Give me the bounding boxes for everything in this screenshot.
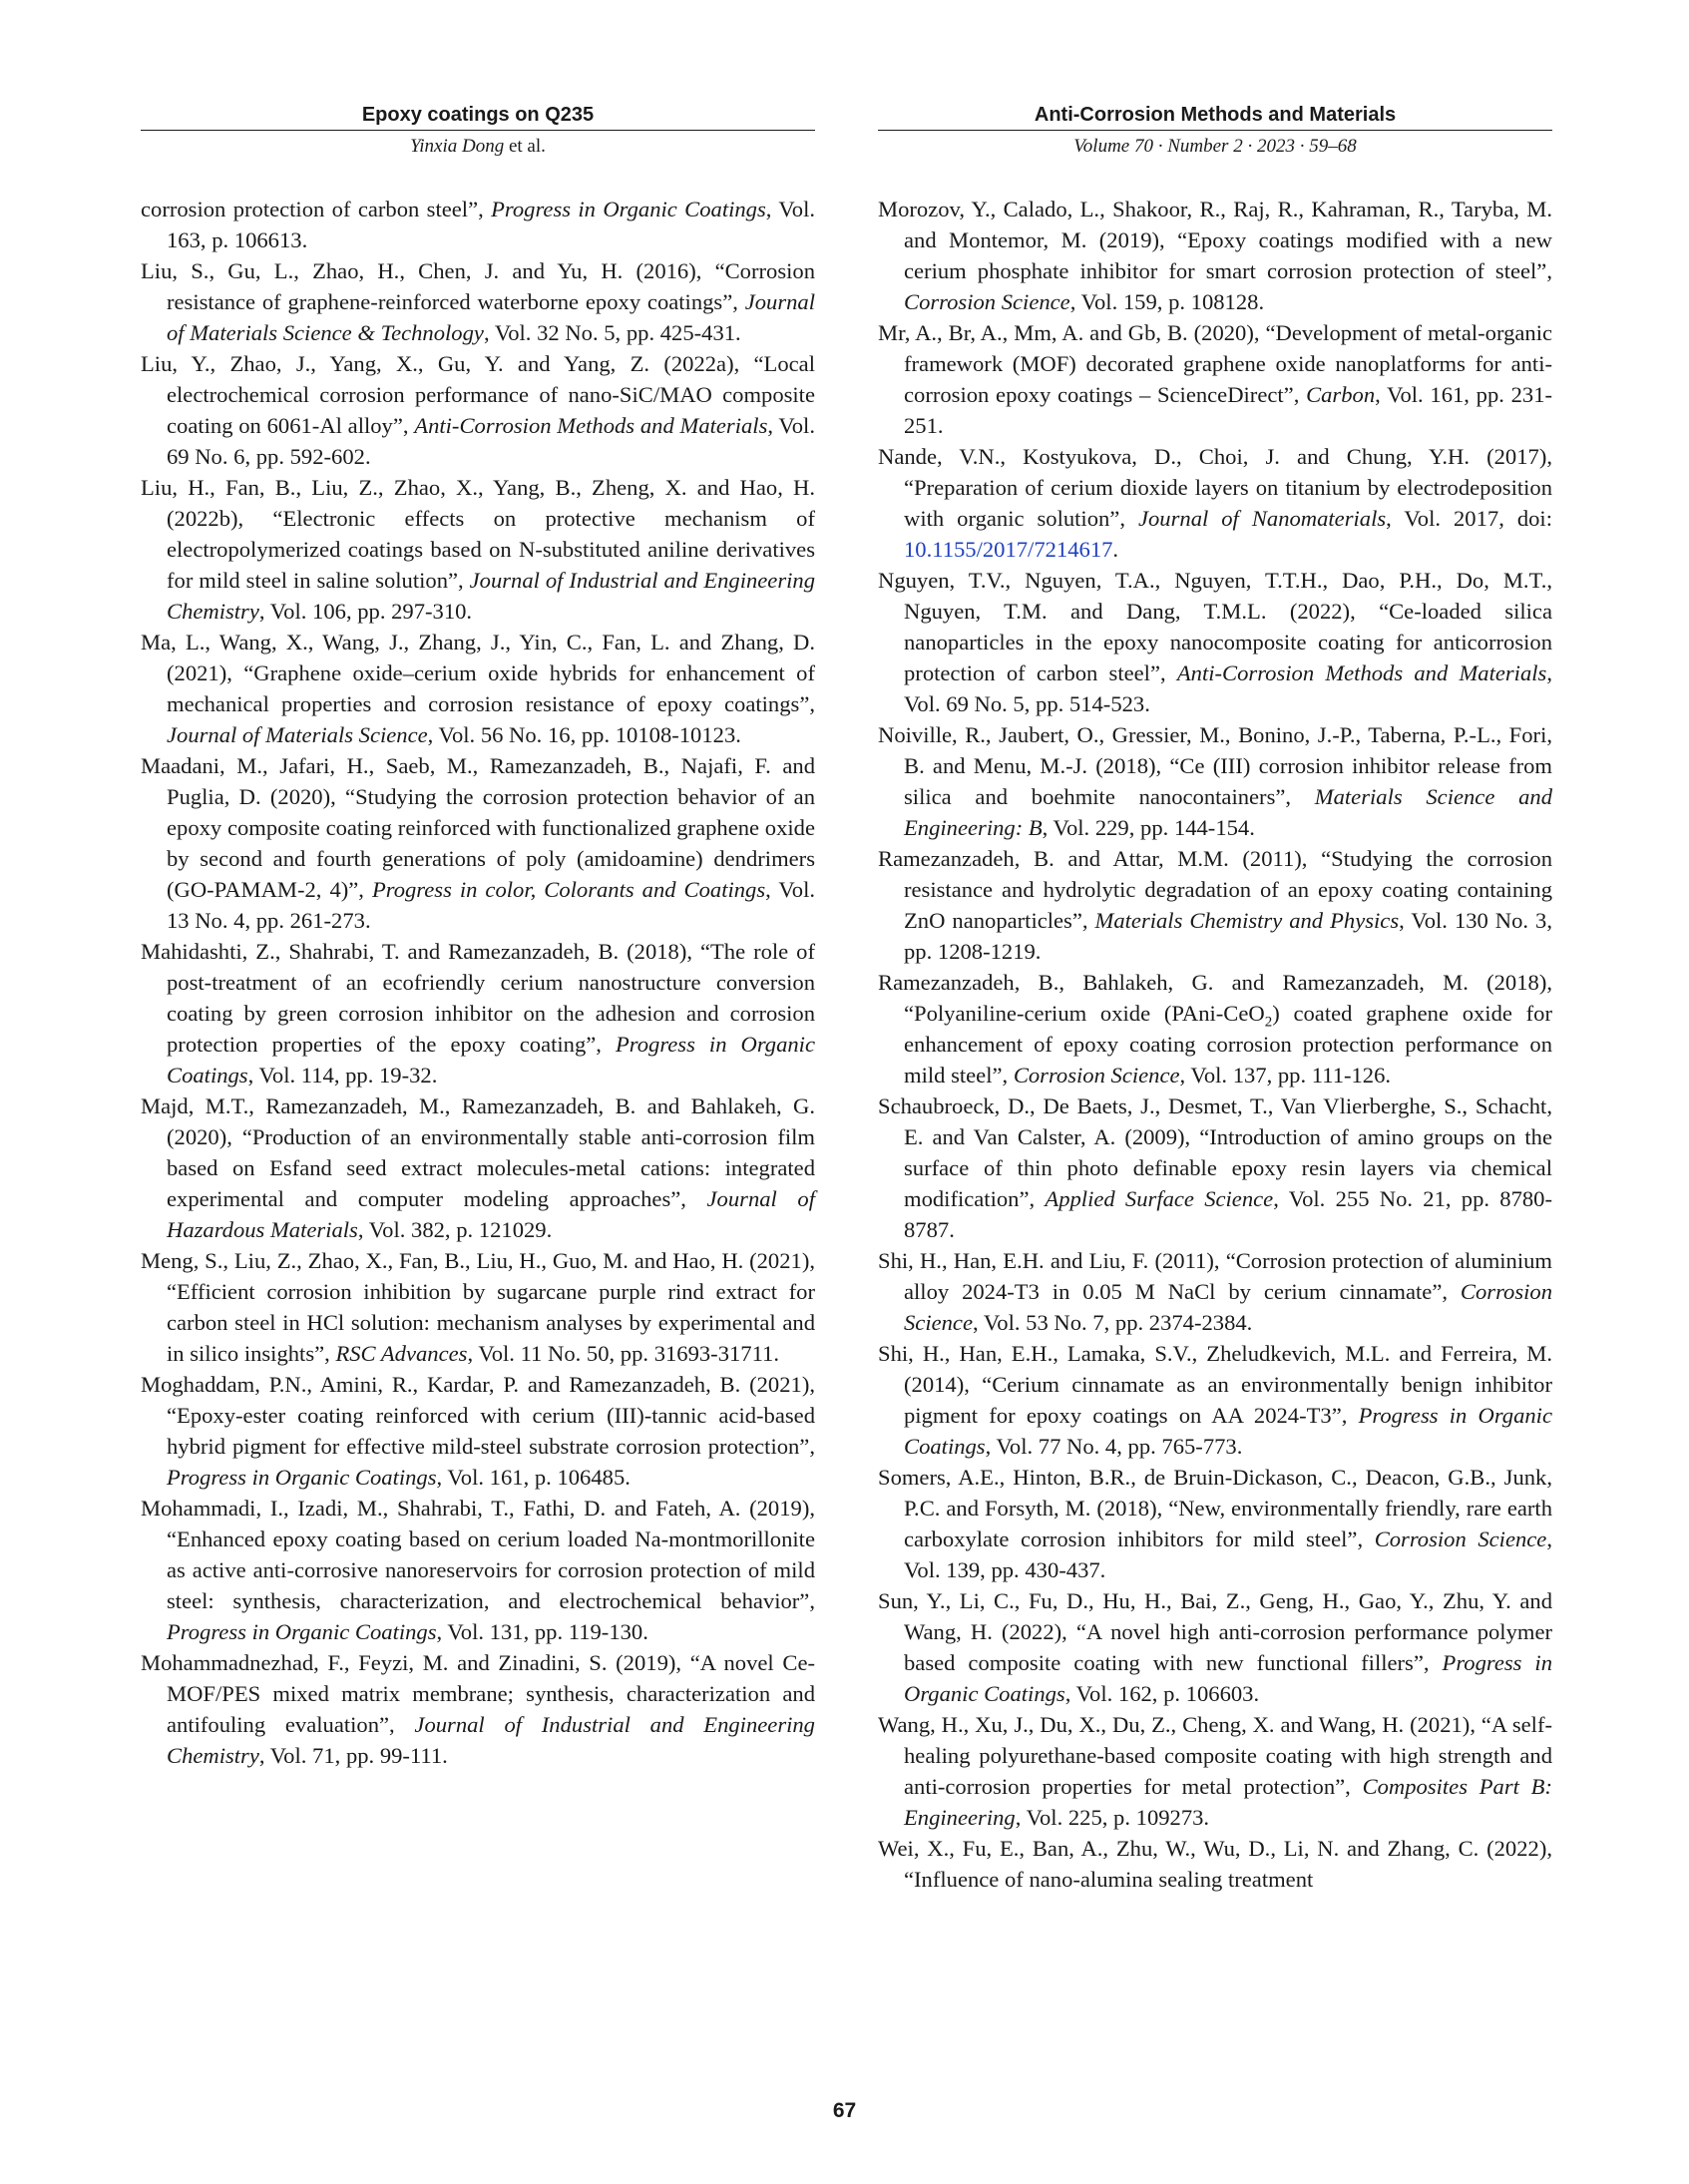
reference-text: Schaubroeck, D., De Baets, J., Desmet, T., Van Vlierberghe, S., Schacht, E. and Van Calster, A. (2009), “Introduction of amino groups on the surface of thin photo definable epoxy resin layers via chemical modification”, — [878, 1093, 1552, 1211]
publication-title: Journal of Industrial and Engineering Chemistry — [167, 568, 816, 624]
publication-title: Progress in Organic Coatings — [904, 1650, 1553, 1706]
reference-details: , Vol. 131, pp. 119-130. — [436, 1619, 648, 1644]
author-suffix: et al. — [504, 136, 546, 157]
reference-entry — [878, 1709, 1552, 1833]
header-rule-left — [141, 130, 815, 131]
reference-text: Nguyen, T.V., Nguyen, T.A., Nguyen, T.T.H., Dao, P.H., Do, M.T., Nguyen, T.M. and Dang, T.M.L. (2022), “Ce-loaded silica nanoparticles in the epoxy nanocomposite coating for anticorrosion protection of carbon steel”, — [878, 568, 1552, 685]
publication-title: Applied Surface Science — [1045, 1186, 1274, 1211]
publication-title: Corrosion Science — [904, 1279, 1552, 1335]
reference-text: Shi, H., Han, E.H., Lamaka, S.V., Zheludkevich, M.L. and Ferreira, M. (2014), “Cerium cinnamate as an environmentally benign inhibitor pigment for epoxy coatings on AA 2024-T3”, — [878, 1341, 1552, 1428]
reference-entry — [878, 1338, 1552, 1462]
reference-entry — [141, 1647, 815, 1771]
reference-details: , Vol. 114, pp. 19-32. — [247, 1063, 438, 1088]
publication-title: Carbon — [1306, 382, 1376, 407]
publication-title: Journal of Materials Science — [167, 722, 428, 747]
publication-title: Journal of Nanomaterials — [1137, 506, 1387, 531]
running-header-right — [878, 102, 1552, 159]
reference-entry — [141, 750, 815, 936]
references-right-column — [878, 194, 1552, 1895]
reference-text: Noiville, R., Jaubert, O., Gressier, M., Bonino, J.-P., Taberna, P.-L., Fori, B. and Menu, M.-J. (2018), “Ce (III) corrosion inhibitor release from silica and boehmite nanocontainers”, — [878, 722, 1552, 809]
reference-text: Nande, V.N., Kostyukova, D., Choi, J. and Chung, Y.H. (2017), “Preparation of cerium dioxide layers on titanium by electrodeposition with organic solution”, — [878, 444, 1552, 531]
reference-details: . — [1112, 537, 1119, 562]
reference-text: Wang, H., Xu, J., Du, X., Du, Z., Cheng, X. and Wang, H. (2021), “A self-healing polyurethane-based composite coating with high strength and anti-corrosion properties for metal protection”, — [878, 1712, 1552, 1799]
publication-title: Progress in color, Colorants and Coatings — [371, 877, 766, 902]
reference-text: Liu, H., Fan, B., Liu, Z., Zhao, X., Yang, B., Zheng, X. and Hao, H. (2022b), “Electronic effects on protective mechanism of electropolymerized coatings based on N-substituted aniline derivatives for mild steel in saline solution”, — [141, 475, 815, 593]
reference-entry — [878, 565, 1552, 719]
reference-details: , Vol. 32 No. 5, pp. 425-431. — [483, 320, 741, 345]
reference-details: , Vol. 161, pp. 231-251. — [904, 382, 1553, 438]
reference-entry — [878, 1462, 1552, 1585]
publication-title: Progress in Organic Coatings — [904, 1403, 1552, 1459]
reference-entry — [878, 719, 1552, 843]
reference-details: , Vol. 11 No. 50, pp. 31693-31711. — [467, 1341, 779, 1366]
reference-details: , Vol. 56 No. 16, pp. 10108-10123. — [427, 722, 741, 747]
publication-title: Journal of Hazardous Materials — [167, 1186, 815, 1242]
reference-details: , Vol. 159, p. 108128. — [1069, 289, 1265, 314]
reference-details: , Vol. 69 No. 6, pp. 592-602. — [167, 413, 815, 469]
reference-details: , Vol. 53 No. 7, pp. 2374-2384. — [972, 1310, 1253, 1335]
reference-entry — [878, 1585, 1552, 1709]
page-number: 67 — [832, 2099, 857, 2122]
reference-entry — [141, 1369, 815, 1493]
reference-details: , Vol. 69 No. 5, pp. 514-523. — [904, 660, 1552, 716]
reference-entry — [141, 936, 815, 1091]
publication-title: Corrosion Science — [1013, 1063, 1180, 1088]
reference-entry — [141, 194, 815, 255]
reference-text: Majd, M.T., Ramezanzadeh, M., Ramezanzadeh, B. and Bahlakeh, G. (2020), “Production of an environmentally stable anti-corrosion film based on Esfand seed extract molecules-metal cations: integrated experimental and computer modeling approaches”, — [141, 1093, 815, 1211]
journal-title: Anti-Corrosion Methods and Materials — [1034, 104, 1397, 126]
references-left-column — [141, 194, 815, 1771]
reference-details: , Vol. 163, p. 106613. — [167, 197, 816, 252]
reference-details: , Vol. 106, pp. 297-310. — [258, 599, 473, 624]
reference-text: Sun, Y., Li, C., Fu, D., Hu, H., Bai, Z., Geng, H., Gao, Y., Zhu, Y. and Wang, H. (2022), “A novel high anti-corrosion performance polymer based composite coating with new functional fillers”, — [878, 1588, 1552, 1675]
reference-text: ) coated graphene oxide for enhancement of epoxy coating corrosion protection performance on mild steel”, — [904, 1001, 1552, 1088]
reference-details: , Vol. 13 No. 4, pp. 261-273. — [167, 877, 816, 933]
volume-info: Volume 70 · Number 2 · 2023 · 59–68 — [1073, 136, 1357, 157]
running-header-left — [141, 102, 815, 159]
reference-text: Liu, S., Gu, L., Zhao, H., Chen, J. and Yu, H. (2016), “Corrosion resistance of graphene-reinforced waterborne epoxy coatings”, — [141, 258, 815, 314]
publication-title: Anti-Corrosion Methods and Materials — [414, 413, 768, 438]
reference-entry — [141, 1245, 815, 1369]
reference-entry — [878, 317, 1552, 441]
reference-text: Liu, Y., Zhao, J., Yang, X., Gu, Y. and Yang, Z. (2022a), “Local electrochemical corrosion performance of nano-SiC/MAO composite coating on 6061-Al alloy”, — [141, 351, 815, 438]
reference-text: Ramezanzadeh, B., Bahlakeh, G. and Ramezanzadeh, M. (2018), “Polyaniline-cerium oxide (PAni-CeO — [878, 970, 1552, 1026]
subscript: 2 — [1264, 1014, 1273, 1031]
publication-title: Progress in Organic Coatings — [491, 197, 766, 221]
reference-text: Meng, S., Liu, Z., Zhao, X., Fan, B., Liu, H., Guo, M. and Hao, H. (2021), “Efficient corrosion inhibition by sugarcane purple rind extract for carbon steel in HCl solution: mechanism analyses by experimental and in silico insights”, — [141, 1248, 815, 1366]
reference-text: corrosion protection of carbon steel”, — [141, 197, 492, 221]
reference-details: , Vol. 77 No. 4, pp. 765-773. — [985, 1434, 1243, 1459]
reference-text: Somers, A.E., Hinton, B.R., de Bruin-Dickason, C., Deacon, G.B., Junk, P.C. and Forsyth, M. (2018), “New, environmentally friendly, rare earth carboxylate corrosion inhibitors for mild steel”, — [878, 1465, 1552, 1551]
doi-link[interactable]: 10.1155/2017/7214617 — [904, 537, 1113, 562]
publication-title: Progress in Organic Coatings — [167, 1619, 437, 1644]
reference-text: Mahidashti, Z., Shahrabi, T. and Ramezanzadeh, B. (2018), “The role of post-treatment of an ecofriendly cerium nanostructure conversion coating by green corrosion inhibitor on the adhesion and corrosion protection properties of the epoxy coating”, — [141, 939, 815, 1057]
reference-entry — [141, 1493, 815, 1647]
reference-text: Shi, H., Han, E.H. and Liu, F. (2011), “Corrosion protection of aluminium alloy 2024-T3 in 0.05 M NaCl by cerium cinnamate”, — [878, 1248, 1552, 1304]
reference-details: , Vol. 382, p. 121029. — [357, 1217, 553, 1242]
reference-text: Ramezanzadeh, B. and Attar, M.M. (2011), “Studying the corrosion resistance and hydrolytic degradation of an epoxy coating containing ZnO nanoparticles”, — [878, 846, 1552, 933]
reference-text: Mr, A., Br, A., Mm, A. and Gb, B. (2020), “Development of metal-organic framework (MOF) decorated graphene oxide nanoplatforms for anti-corrosion epoxy coatings – ScienceDirect”, — [878, 320, 1552, 407]
publication-title: Composites Part B: Engineering — [904, 1774, 1552, 1830]
reference-details: , Vol. 162, p. 106603. — [1064, 1681, 1260, 1706]
author-name: Yinxia Dong — [410, 136, 505, 157]
publication-title: Journal of Industrial and Engineering Chemistry — [167, 1712, 815, 1768]
reference-text: Mohammadi, I., Izadi, M., Shahrabi, T., Fathi, D. and Fateh, A. (2019), “Enhanced epoxy coating based on cerium loaded Na-montmorillonite as active anti-corrosive nanoreservoirs for corrosion protection of mild steel: synthesis, characterization, and electrochemical behavior”, — [141, 1496, 815, 1613]
reference-details: , Vol. 139, pp. 430-437. — [904, 1527, 1552, 1582]
reference-entry — [878, 441, 1552, 565]
reference-details: , Vol. 137, pp. 111-126. — [1179, 1063, 1392, 1088]
reference-details: , Vol. 225, p. 109273. — [1015, 1805, 1210, 1830]
reference-text: Moghaddam, P.N., Amini, R., Kardar, P. and Ramezanzadeh, B. (2021), “Epoxy-ester coating reinforced with cerium (III)-tannic acid-based hybrid pigment for effective mild-steel substrate corrosion protection”, — [141, 1372, 815, 1459]
article-short-title: Epoxy coatings on Q235 — [361, 104, 595, 126]
publication-title: Corrosion Science — [1374, 1527, 1547, 1551]
reference-details: , Vol. 255 No. 21, pp. 8780-8787. — [904, 1186, 1552, 1242]
reference-entry — [878, 1833, 1552, 1895]
reference-entry — [878, 1245, 1552, 1338]
reference-details: , Vol. 2017, doi: — [1386, 506, 1552, 531]
reference-entry — [878, 967, 1552, 1091]
reference-entry — [141, 627, 815, 750]
reference-entry — [141, 348, 815, 472]
reference-entry — [878, 194, 1552, 317]
reference-text: Maadani, M., Jafari, H., Saeb, M., Ramezanzadeh, B., Najafi, F. and Puglia, D. (2020), “Studying the corrosion protection behavior of an epoxy composite coating reinforced with functionalized graphene oxide by second and fourth generations of poly (amidoamine) dendrimers (GO-PAMAM-2, 4)”, — [141, 753, 815, 902]
publication-title: Anti-Corrosion Methods and Materials — [1176, 660, 1547, 685]
publication-title: Progress in Organic Coatings — [167, 1465, 437, 1490]
reference-details: , Vol. 229, pp. 144-154. — [1042, 815, 1255, 840]
reference-entry — [141, 472, 815, 627]
reference-text: Morozov, Y., Calado, L., Shakoor, R., Raj, R., Kahraman, R., Taryba, M. and Montemor, M. (2019), “Epoxy coatings modified with a new cerium phosphate inhibitor for smart corrosion protection of steel”, — [878, 197, 1552, 283]
reference-entry — [878, 843, 1552, 967]
publication-title: RSC Advances — [335, 1341, 468, 1366]
author-line — [141, 135, 815, 159]
publication-title: Materials Science and Engineering: B — [904, 784, 1552, 840]
reference-details: , Vol. 161, p. 106485. — [436, 1465, 631, 1490]
header-rule-right — [878, 130, 1552, 131]
reference-details: , Vol. 130 No. 3, pp. 1208-1219. — [904, 908, 1553, 964]
publication-title: Corrosion Science — [904, 289, 1070, 314]
reference-text: Mohammadnezhad, F., Feyzi, M. and Zinadini, S. (2019), “A novel Ce-MOF/PES mixed matrix membrane; synthesis, characterization and antifouling evaluation”, — [141, 1650, 815, 1737]
reference-text: Wei, X., Fu, E., Ban, A., Zhu, W., Wu, D., Li, N. and Zhang, C. (2022), “Influence of nano-alumina sealing treatment — [878, 1836, 1552, 1892]
volume-line — [878, 135, 1552, 159]
reference-entry — [878, 1091, 1552, 1245]
reference-entry — [141, 255, 815, 348]
reference-details: , Vol. 71, pp. 99-111. — [258, 1743, 448, 1768]
reference-entry — [141, 1091, 815, 1245]
publication-title: Journal of Materials Science & Technology — [167, 289, 815, 345]
reference-text: Ma, L., Wang, X., Wang, J., Zhang, J., Yin, C., Fan, L. and Zhang, D. (2021), “Graphene oxide–cerium oxide hybrids for enhancement of mechanical properties and corrosion resistance of epoxy coatings”, — [141, 630, 815, 716]
publication-title: Progress in Organic Coatings — [167, 1032, 815, 1088]
publication-title: Materials Chemistry and Physics — [1094, 908, 1400, 933]
